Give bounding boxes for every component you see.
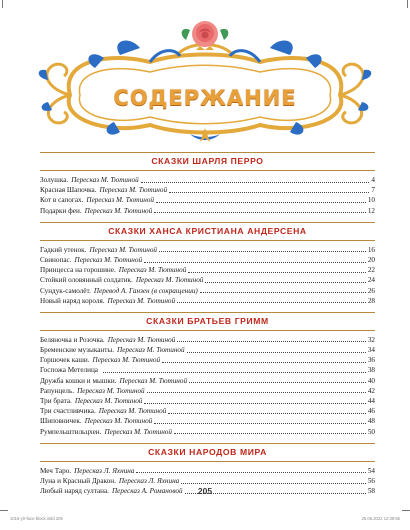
toc-entry bbox=[40, 245, 375, 255]
entry-title: Дружба кошки и мышки. bbox=[40, 376, 117, 385]
entry-title: Румпельштильцхен. bbox=[40, 427, 102, 436]
entry-credit: Пересказ М. Тютиной bbox=[71, 176, 139, 184]
entry-page: 10 bbox=[367, 196, 375, 205]
entry-page: 24 bbox=[367, 276, 375, 285]
table-of-contents bbox=[40, 152, 375, 502]
toc-entry bbox=[40, 427, 375, 437]
toc-entry bbox=[40, 365, 375, 375]
toc-entry bbox=[40, 335, 375, 345]
toc-entry bbox=[40, 175, 375, 185]
toc-entry bbox=[40, 195, 375, 205]
crop-mark bbox=[402, 510, 410, 511]
rose-icon bbox=[182, 21, 229, 47]
entry-page: 12 bbox=[367, 206, 375, 215]
entry-title: Подарки феи. bbox=[40, 206, 82, 215]
entry-title: Кот в сапогах. bbox=[40, 196, 84, 205]
toc-entry bbox=[40, 376, 375, 386]
entry-credit: Пересказ М. Тютиной bbox=[98, 407, 167, 416]
toc-entry bbox=[40, 476, 375, 486]
entry-title: Три счастливчика. bbox=[40, 407, 96, 416]
crop-mark bbox=[2, 0, 3, 8]
toc-entry bbox=[40, 265, 375, 275]
entry-title: Гадкий утенок. bbox=[40, 245, 87, 254]
dot-leader bbox=[205, 276, 365, 283]
toc-entry bbox=[40, 396, 375, 406]
entry-title: Луна и Красный Дракон. bbox=[40, 476, 116, 485]
entry-credit: Пересказ М. Тютиной bbox=[118, 266, 187, 275]
dot-leader bbox=[156, 196, 366, 203]
entry-title: Беляночка и Розочка. bbox=[40, 335, 105, 344]
toc-entry bbox=[40, 206, 375, 216]
toc-entry bbox=[40, 296, 375, 306]
dot-leader bbox=[147, 386, 366, 393]
entry-title: Красная Шапочка. bbox=[40, 186, 97, 195]
entry-credit: Перевод А. Ганзен (в сокращении) bbox=[93, 286, 198, 295]
entry-page: 26 bbox=[367, 286, 375, 295]
toc-section bbox=[40, 152, 375, 216]
dot-leader bbox=[177, 335, 366, 342]
dot-leader bbox=[169, 186, 369, 193]
crop-mark bbox=[0, 510, 8, 511]
entry-page: 32 bbox=[367, 335, 375, 344]
dot-leader bbox=[136, 466, 365, 473]
entry-title: Принцесса на горошине. bbox=[40, 266, 116, 275]
entry-page: 34 bbox=[367, 346, 375, 355]
dot-leader bbox=[159, 245, 366, 252]
entry-credit: Пересказ М. Тютиной bbox=[117, 346, 185, 355]
entry-page: 20 bbox=[367, 255, 375, 264]
entry-credit: Пересказ М. Тютиной bbox=[135, 276, 204, 285]
entry-title: Новый наряд короля. bbox=[40, 296, 105, 305]
entry-page: 44 bbox=[367, 397, 375, 405]
toc-entry bbox=[40, 286, 375, 296]
entry-credit: Пересказ М. Тютиной bbox=[89, 245, 158, 254]
entry-title: Свинопас. bbox=[40, 255, 72, 264]
entry-page: 22 bbox=[367, 266, 375, 275]
entry-credit: Пересказ М. Тютиной bbox=[92, 356, 161, 365]
entry-title: Госпожа Метелица bbox=[40, 366, 98, 375]
dot-leader bbox=[177, 296, 366, 303]
page-number: 205 bbox=[197, 486, 213, 496]
entry-title: Шиповничек. bbox=[40, 417, 82, 426]
ornamental-frame bbox=[0, 0, 410, 145]
entry-page: 50 bbox=[367, 427, 375, 436]
entry-title: Стойкий оловянный солдатик. bbox=[40, 276, 133, 285]
entry-credit: Пересказ М. Тютиной bbox=[77, 386, 145, 395]
dot-leader bbox=[187, 346, 366, 353]
entry-title: Золушка. bbox=[40, 176, 69, 184]
toc-entry bbox=[40, 416, 375, 426]
dot-leader bbox=[168, 407, 366, 414]
section-heading: СКАЗКИ ХАНСА КРИСТИАНА АНДЕРСЕНА bbox=[40, 222, 375, 241]
entry-credit: Пересказ Л. Яхнина bbox=[74, 466, 135, 475]
entry-credit: Пересказ М. Тютиной bbox=[107, 335, 176, 344]
entry-page: 28 bbox=[367, 296, 375, 305]
slug-timestamp: 25.05.2022 12:39:55 bbox=[361, 516, 400, 521]
entry-credit: Пересказ М. Тютиной bbox=[84, 417, 153, 426]
entry-title: Бременские музыканты. bbox=[40, 346, 115, 355]
entry-page: 38 bbox=[367, 366, 375, 375]
print-slug bbox=[10, 516, 400, 521]
crop-mark bbox=[407, 0, 408, 8]
dot-leader bbox=[103, 366, 366, 373]
toc-entry bbox=[40, 466, 375, 476]
entry-credit: Пересказ М. Тютиной bbox=[74, 255, 143, 264]
entry-title: Рапунцель. bbox=[40, 386, 75, 395]
dot-leader bbox=[174, 427, 366, 434]
entry-credit: Пересказ М. Тютиной bbox=[107, 296, 176, 305]
toc-section bbox=[40, 222, 375, 306]
toc-entry bbox=[40, 275, 375, 285]
entry-page: 46 bbox=[367, 407, 375, 416]
entry-page: 4 bbox=[371, 176, 375, 184]
entry-page: 40 bbox=[367, 376, 375, 385]
entry-title: Горшочек каши. bbox=[40, 356, 90, 365]
dot-leader bbox=[189, 376, 366, 383]
entry-credit: Пересказ М. Тютиной bbox=[84, 206, 153, 215]
toc-entry bbox=[40, 386, 375, 396]
toc-section bbox=[40, 312, 375, 437]
entry-credit: Пересказ М. Тютиной bbox=[104, 427, 172, 436]
toc-entry bbox=[40, 355, 375, 365]
dot-leader bbox=[162, 356, 366, 363]
toc-entry bbox=[40, 185, 375, 195]
entry-credit: Пересказ М. Тютиной bbox=[99, 186, 168, 195]
dot-leader bbox=[181, 477, 366, 484]
entry-page: 7 bbox=[371, 186, 375, 195]
entry-credit: Пересказ М. Тютиной bbox=[119, 376, 188, 385]
entry-title: Сундук-самолёт. bbox=[40, 286, 91, 295]
toc-entry bbox=[40, 406, 375, 416]
entry-page: 48 bbox=[367, 417, 375, 426]
dot-leader bbox=[141, 176, 370, 183]
section-heading: СКАЗКИ БРАТЬЕВ ГРИММ bbox=[40, 312, 375, 331]
toc-entry bbox=[40, 345, 375, 355]
dot-leader bbox=[144, 397, 365, 404]
entry-title: Меч Таро. bbox=[40, 466, 72, 475]
page-title: СОДЕРЖАНИЕ bbox=[113, 86, 297, 110]
entry-page: 54 bbox=[367, 466, 375, 475]
dot-leader bbox=[154, 206, 366, 213]
dot-leader bbox=[200, 286, 366, 293]
entry-page: 56 bbox=[367, 476, 375, 485]
slug-file-info: 1015-ylr-face-block.indd 205 bbox=[10, 516, 63, 521]
dot-leader bbox=[154, 417, 366, 424]
entry-page: 42 bbox=[367, 386, 375, 395]
entry-title: Любый наряд султана. bbox=[40, 487, 109, 496]
section-heading: СКАЗКИ НАРОДОВ МИРА bbox=[40, 443, 375, 462]
entry-page: 16 bbox=[367, 245, 375, 254]
dot-leader bbox=[188, 266, 366, 273]
entry-credit: Пересказ Л. Яхнина bbox=[118, 476, 180, 485]
dot-leader bbox=[144, 256, 366, 263]
entry-credit: Пересказ М. Тютиной bbox=[86, 196, 154, 205]
toc-entry bbox=[40, 255, 375, 265]
entry-credit: Пересказ А. Романовой bbox=[111, 487, 183, 496]
entry-page: 58 bbox=[367, 487, 375, 496]
entry-credit: Пересказ М. Тютиной bbox=[74, 397, 143, 405]
section-heading: СКАЗКИ ШАРЛЯ ПЕРРО bbox=[40, 152, 375, 171]
entry-page: 36 bbox=[367, 356, 375, 365]
entry-title: Три брата. bbox=[40, 397, 72, 405]
